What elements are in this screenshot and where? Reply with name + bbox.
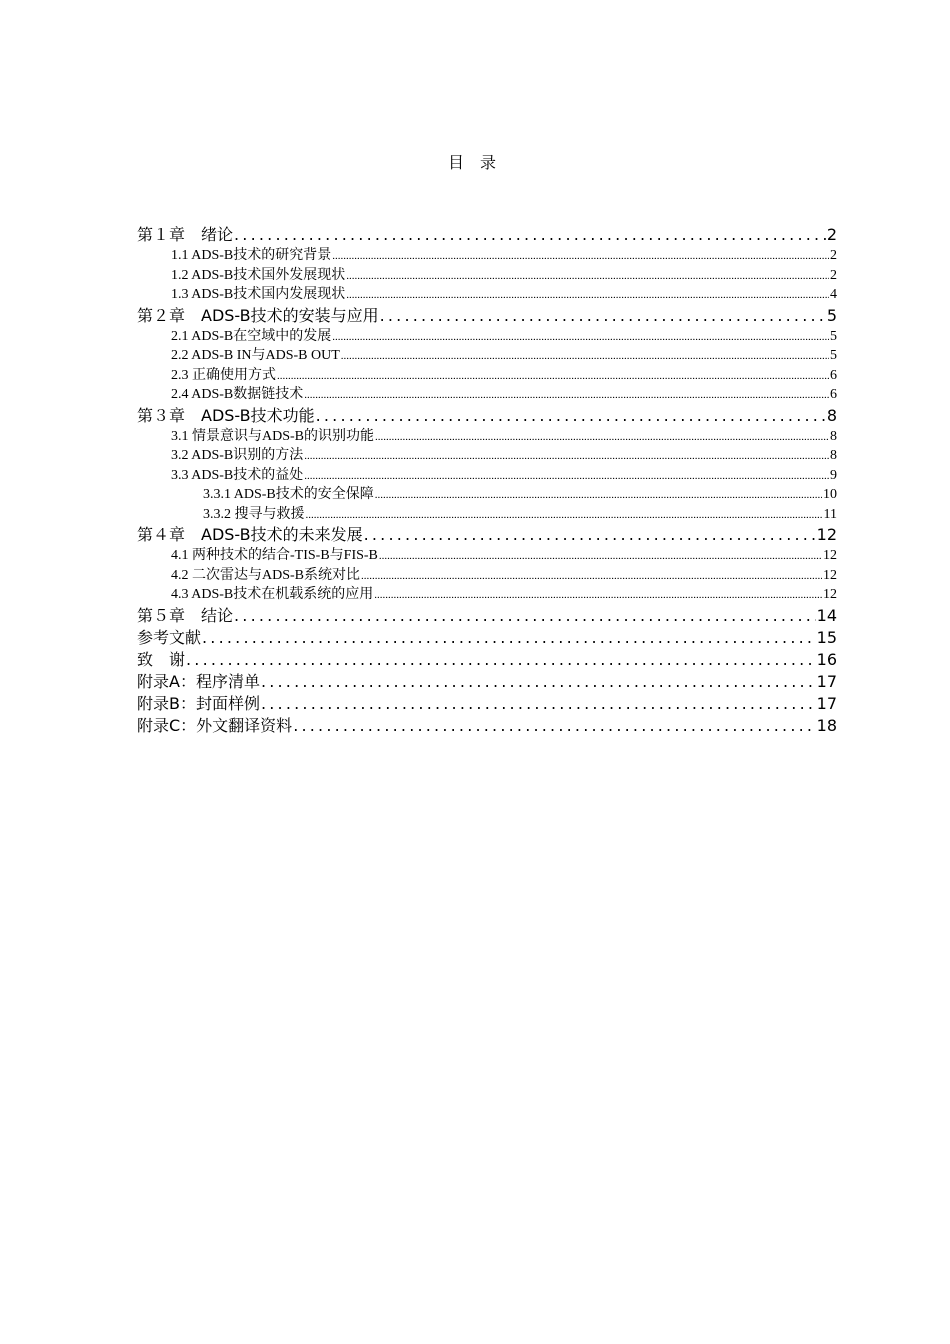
toc-entry-page-number: 14 bbox=[816, 605, 837, 625]
toc-entry-level-2[interactable] bbox=[137, 566, 837, 586]
table-of-contents bbox=[137, 224, 837, 737]
toc-entry-page-number: 6 bbox=[830, 387, 837, 402]
toc-entry-level-2[interactable] bbox=[137, 327, 837, 347]
toc-entry-label: 3.1 情景意识与ADS-B的识别功能 bbox=[171, 428, 375, 444]
toc-entry-level-3[interactable] bbox=[137, 485, 837, 505]
toc-entry-level-1[interactable] bbox=[137, 693, 837, 715]
dot-leader bbox=[277, 366, 829, 387]
toc-entry-label: 附录B：封面样例 bbox=[137, 693, 260, 713]
toc-entry-level-2[interactable] bbox=[137, 346, 837, 366]
toc-entry-level-2[interactable] bbox=[137, 446, 837, 466]
dot-leader bbox=[306, 505, 823, 526]
toc-entry-page-number: 8 bbox=[826, 405, 837, 425]
dot-leader bbox=[261, 671, 816, 693]
toc-entry-level-2[interactable] bbox=[137, 546, 837, 566]
toc-entry-label: 1.2 ADS-B技术国外发展现状 bbox=[171, 267, 346, 283]
toc-entry-label: 4.1 两种技术的结合-TIS-B与FIS-B bbox=[171, 548, 378, 563]
toc-entry-level-2[interactable] bbox=[137, 246, 837, 266]
dot-leader bbox=[304, 466, 829, 487]
toc-entry-level-1[interactable] bbox=[137, 405, 837, 427]
toc-entry-label: 3.2 ADS-B识别的方法 bbox=[171, 448, 304, 463]
toc-entry-page-number: 5 bbox=[826, 305, 837, 325]
dot-leader bbox=[304, 446, 829, 467]
dot-leader bbox=[304, 385, 829, 406]
toc-entry-page-number: 12 bbox=[823, 587, 837, 602]
toc-entry-level-3[interactable] bbox=[137, 505, 837, 525]
dot-leader bbox=[186, 649, 816, 671]
toc-entry-label: 附录A：程序清单 bbox=[137, 671, 260, 691]
dot-leader bbox=[316, 405, 826, 427]
toc-entry-label: 3.3.2 搜寻与救援 bbox=[203, 506, 305, 522]
toc-entry-page-number: 5 bbox=[830, 328, 837, 344]
toc-entry-level-2[interactable] bbox=[137, 466, 837, 486]
toc-entry-label: 附录C：外文翻译资料 bbox=[137, 715, 293, 735]
toc-entry-label: 1.3 ADS-B技术国内发展现状 bbox=[171, 287, 346, 302]
dot-leader bbox=[380, 305, 826, 327]
toc-entry-label: 2.2 ADS-B IN与ADS-B OUT bbox=[171, 348, 340, 363]
toc-entry-page-number: 2 bbox=[830, 248, 837, 263]
toc-entry-label: 参考文献 bbox=[137, 627, 202, 647]
toc-entry-page-number: 18 bbox=[816, 715, 837, 735]
toc-entry-level-2[interactable] bbox=[137, 366, 837, 386]
dot-leader bbox=[375, 427, 829, 448]
toc-entry-level-1[interactable] bbox=[137, 224, 837, 246]
dot-leader bbox=[346, 266, 829, 287]
toc-entry-level-2[interactable] bbox=[137, 266, 837, 286]
toc-entry-level-1[interactable] bbox=[137, 627, 837, 649]
toc-entry-level-1[interactable] bbox=[137, 605, 837, 627]
toc-entry-page-number: 10 bbox=[823, 487, 837, 502]
toc-entry-label: 1.1 ADS-B技术的研究背景 bbox=[171, 248, 332, 263]
dot-leader bbox=[332, 246, 829, 267]
dot-leader bbox=[375, 485, 822, 506]
toc-entry-label: 第２章 ADS-B技术的安装与应用 bbox=[137, 305, 379, 325]
toc-entry-label: 3.3 ADS-B技术的益处 bbox=[171, 467, 304, 483]
toc-entry-label: 致 谢 bbox=[137, 649, 186, 669]
toc-entry-page-number: 8 bbox=[830, 428, 837, 444]
toc-title: 目 录 bbox=[447, 155, 502, 172]
toc-entry-label: 第１章 绪论 bbox=[137, 225, 234, 244]
toc-entry-label: 4.3 ADS-B技术在机载系统的应用 bbox=[171, 587, 374, 602]
toc-entry-page-number: 8 bbox=[830, 448, 837, 463]
toc-entry-label: 4.2 二次雷达与ADS-B系统对比 bbox=[171, 567, 361, 583]
toc-entry-level-2[interactable] bbox=[137, 585, 837, 605]
toc-entry-page-number: 2 bbox=[826, 225, 837, 244]
toc-entry-page-number: 6 bbox=[830, 367, 837, 383]
dot-leader bbox=[346, 285, 829, 306]
toc-entry-page-number: 12 bbox=[823, 567, 837, 583]
dot-leader bbox=[234, 605, 816, 627]
toc-entry-page-number: 16 bbox=[816, 649, 837, 669]
dot-leader bbox=[374, 585, 822, 606]
toc-entry-label: 2.4 ADS-B数据链技术 bbox=[171, 387, 304, 402]
toc-entry-page-number: 15 bbox=[816, 627, 837, 647]
toc-entry-page-number: 17 bbox=[816, 671, 837, 691]
toc-entry-level-1[interactable] bbox=[137, 671, 837, 693]
dot-leader bbox=[364, 524, 816, 546]
toc-entry-label: 2.3 正确使用方式 bbox=[171, 367, 276, 383]
toc-entry-page-number: 9 bbox=[830, 467, 837, 483]
toc-entry-page-number: 12 bbox=[816, 525, 837, 544]
dot-leader bbox=[341, 346, 829, 367]
toc-entry-page-number: 2 bbox=[830, 267, 837, 283]
toc-entry-level-1[interactable] bbox=[137, 305, 837, 327]
toc-entry-label: 第４章 ADS-B技术的未来发展 bbox=[137, 525, 363, 544]
dot-leader bbox=[332, 327, 829, 348]
dot-leader bbox=[234, 224, 826, 246]
toc-entry-page-number: 11 bbox=[823, 506, 837, 522]
dot-leader bbox=[379, 546, 822, 567]
toc-entry-label: 第３章 ADS-B技术功能 bbox=[137, 405, 315, 425]
toc-entry-level-2[interactable] bbox=[137, 285, 837, 305]
dot-leader bbox=[202, 627, 816, 649]
toc-entry-level-2[interactable] bbox=[137, 385, 837, 405]
toc-entry-level-1[interactable] bbox=[137, 524, 837, 546]
toc-entry-label: 第５章 结论 bbox=[137, 605, 234, 625]
toc-entry-label: 2.1 ADS-B在空域中的发展 bbox=[171, 328, 332, 344]
toc-entry-page-number: 17 bbox=[816, 693, 837, 713]
toc-entry-page-number: 5 bbox=[830, 348, 837, 363]
toc-entry-page-number: 4 bbox=[830, 287, 837, 302]
toc-entry-level-1[interactable] bbox=[137, 649, 837, 671]
dot-leader bbox=[293, 715, 815, 737]
dot-leader bbox=[261, 693, 816, 715]
toc-entry-label: 3.3.1 ADS-B技术的安全保障 bbox=[203, 487, 374, 502]
toc-entry-level-2[interactable] bbox=[137, 427, 837, 447]
dot-leader bbox=[361, 566, 822, 587]
toc-entry-page-number: 12 bbox=[823, 548, 837, 563]
toc-entry-level-1[interactable] bbox=[137, 715, 837, 737]
